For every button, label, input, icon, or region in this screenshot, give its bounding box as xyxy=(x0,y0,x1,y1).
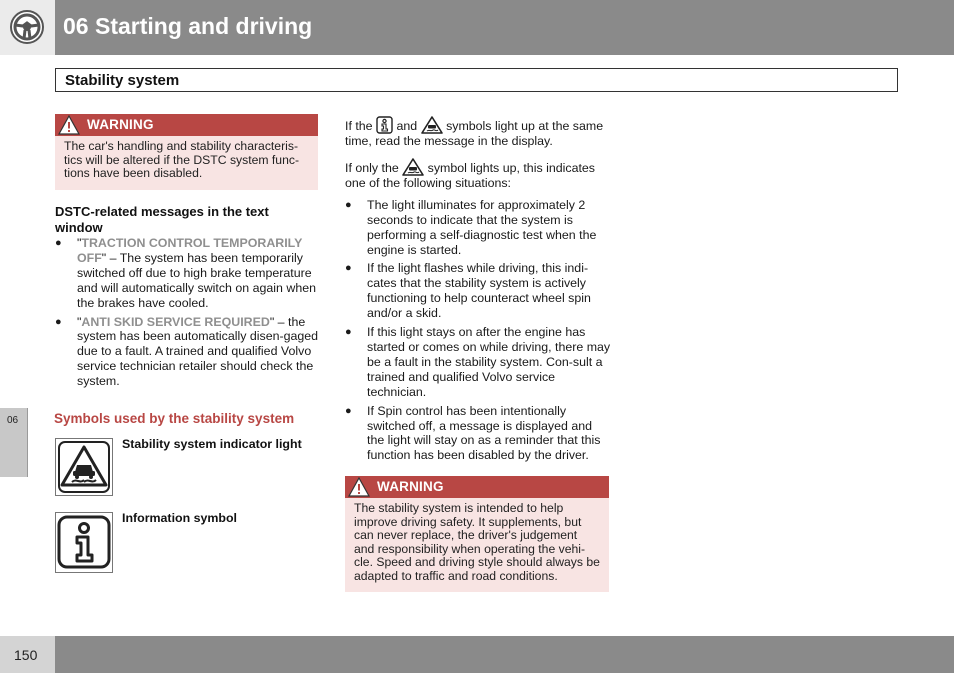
warning-label: WARNING xyxy=(377,479,444,494)
warning-label: WARNING xyxy=(87,117,154,132)
stability-symbol-box xyxy=(55,438,113,496)
display-message: TRACTION CONTROL TEMPORARILY OFF xyxy=(77,236,303,265)
quote-mark: " xyxy=(77,314,82,329)
list-item xyxy=(345,325,611,400)
paragraph xyxy=(345,158,611,191)
info-symbol-box xyxy=(55,512,113,573)
display-message: ANTI SKID SERVICE REQUIRED xyxy=(81,314,270,329)
dstc-messages-list xyxy=(55,236,320,389)
bullet-icon: ● xyxy=(55,237,62,249)
chapter-tab-label: 06 xyxy=(7,415,19,426)
bullet-icon: ● xyxy=(55,315,62,328)
dstc-messages-heading: DSTC-related messages in the text window xyxy=(55,204,269,235)
stability-symbol-label: Stability system indicator light xyxy=(122,437,302,451)
list-item xyxy=(55,236,320,311)
dstc-messages-section xyxy=(55,204,320,393)
warning-triangle-icon xyxy=(58,115,80,135)
steering-wheel-icon xyxy=(9,9,45,45)
footer-bar xyxy=(55,636,954,673)
skidding-car-icon xyxy=(421,116,443,134)
warning-triangle-icon xyxy=(348,477,370,497)
page-number: 150 xyxy=(14,647,38,663)
section-title: Stability system xyxy=(65,72,180,89)
bullet-icon: ● xyxy=(345,404,352,417)
chapter-title: 06 Starting and driving xyxy=(63,13,313,39)
text-run: symbols light up at the same time, read the message in the display. xyxy=(345,119,604,148)
chapter-logo xyxy=(0,0,55,55)
text-run: and xyxy=(396,119,418,133)
list-item xyxy=(345,261,611,321)
text-run: symbol lights up, this indicates one of the following situations: xyxy=(345,160,595,190)
symbols-heading: Symbols used by the stability system xyxy=(54,411,295,426)
bullet-icon: ● xyxy=(345,198,352,211)
list-item-text: If this light stays on after the engine has started or comes on while driving, there may be a fault in the stability system. Con-sult a trained and qualified Volvo service technician. xyxy=(367,325,611,399)
paragraph xyxy=(345,116,611,149)
section-header xyxy=(55,68,898,92)
quote-mark: " xyxy=(77,236,82,250)
text-run: If only the xyxy=(345,160,399,175)
situations-list xyxy=(345,198,611,463)
information-icon xyxy=(56,513,112,571)
skidding-car-icon xyxy=(402,158,424,176)
list-item-text: The light illuminates for approximately 2 seconds to indicate that the system is performing a self-diagnostic test when the engine is started. xyxy=(367,197,597,257)
list-item-text: If the light flashes while driving, this indi-cates that the stability system is actively functioning to help counteract wheel spin and/or a skid. xyxy=(367,261,591,321)
warning-header xyxy=(55,114,318,136)
warning-text: The stability system is intended to help improve driving safety. It supplements, but can never replace, the driver's judgement and responsibility when operating the vehi-cle. Speed and driving style should always be adapted to traffic and road conditions. xyxy=(354,501,600,583)
bullet-icon: ● xyxy=(345,326,352,339)
information-icon xyxy=(376,116,393,134)
page-number-box xyxy=(0,636,55,673)
warning-box-left xyxy=(55,114,318,190)
list-item xyxy=(55,315,320,390)
text-run: If the xyxy=(345,119,373,133)
list-item xyxy=(345,198,611,258)
list-item-text: If Spin control has been intentionally switched off, a message is displayed and the light will stay on as a reminder that this function has been disabled by the driver. xyxy=(367,403,601,463)
warning-header xyxy=(345,476,609,498)
message-description: " – The system has been temporarily switched off due to high brake temperature and will automatically switch on again when the brakes have cooled. xyxy=(77,250,316,310)
chapter-tab xyxy=(0,408,28,477)
message-description: " – the system has been automatically disen-gaged due to a fault. A trained and qualified Volvo service technician retailer should check the system. xyxy=(77,314,319,389)
warning-box-right xyxy=(345,476,609,592)
right-column xyxy=(345,116,611,467)
list-item xyxy=(345,404,611,464)
info-symbol-label: Information symbol xyxy=(122,511,237,525)
skidding-car-icon xyxy=(56,439,112,495)
warning-text: The car's handling and stability characteris-tics will be altered if the DSTC system func-tions have been disabled. xyxy=(64,139,300,181)
bullet-icon: ● xyxy=(345,262,352,275)
